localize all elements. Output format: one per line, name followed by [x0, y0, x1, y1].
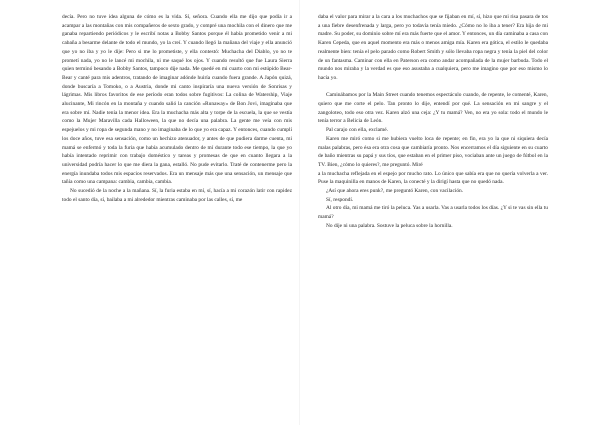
right-paragraph-2: Caminábamos por la Main Street cuando tenemos espectáculo cuando, de repente, le comenté, Karen, quiero que me corte el pelo. Tan pronto lo dije, entendí por qué. La sensación en mi sangre y el zangoloteo, todo eso otra vez. Karen alzó una ceja: ¿Y tu mamá? Ven, no era yo sola: todo el mundo le tenía terror a Belicia de León. — [318, 92, 548, 125]
book-gutter — [299, 0, 300, 425]
right-paragraph-3: Pal carajo con ella, exclamé. — [326, 127, 388, 134]
right-page — [318, 13, 548, 231]
left-page — [62, 13, 292, 204]
left-paragraph-2: No sucedió de la noche a la mañana. Sí, la furia estaba en mí, sí, hacía a mi corazón latir con rapidez todo el santo día, sí, bailaba a mi alrededor mientras caminaba por las calles, sí, me — [62, 188, 292, 203]
right-paragraph-4: Karen me miró como si me hubiera vuelto loca de repente; en fin, era yo la que ni siquiera decía malas palabras, pero ésa era otra cosa que cambiaría pronto. Nos encerramos el día siguiente en su cuarto de baño mientras su papá y sus tíos, que estaban en el primer piso, vociaban ante un juego de fútbol en la TV. Bien, ¿cómo lo quieres?, me preguntó. Miré — [318, 135, 548, 168]
left-paragraph-1: decía. Pero no tuve idea alguna de cómo es la vida. Sí, señora. Cuando ella me dijo que podía ir a acampar a las montañas con mis compañeros de sexto grado, y compré una mochila con el dinero que me ganaba repartiendo periódicos y le escribí notas a Bobby Santos porque él había prometido venir a mi cabaña a besarme delante de todo el mundo, yo la creí. Y cuando llegó la mañana del viaje y ella anunció que yo no iba y yo le dije: Pero si me lo prometiste, y ella contestó: Muchacha del Diablo, yo no te prometí nada, yo no le lancé mi mochila, ni me saqué los ojos. Y cuando resultó que fue Laura Sierra quien terminó besando a Bobby Santos, tampoco dije nada. Me quedé en mi cuarto con mi estúpido Bear-Bear y canté para mis adentros, tratando de imaginar adónde huiría cuando fuera grande. A Japón quizá, donde buscaría a Tomoko, o a Austria, donde mi canto inspiraría una nueva versión de Sonrisas y lágrimas. Mis libros favoritos de ese período eran todos sobre fugitivos: La colina de Watership, Viaje alucinante, Mi rincón en la montaña y cuando salió la canción «Runaway» de Bon Jovi, imaginaba que era sobre mí. Nadie tenía la menor idea. Era la muchacha más alta y torpe de la escuela, la que se vestía como la Mujer Maravilla cada Halloween, la que no decía una palabra. La gente me veía con mis espejuelos y mi ropa de segunda mano y no imaginaba de lo que yo era capaz. Y entonces, cuando cumplí los doce años, tuve esa sensación, como un hechizo atenuador, y antes de que pudiera darme cuenta, mi mamá se enfermó y toda la furia que había acumulado dentro de mí durante todo ese tiempo, la que yo había intentado reprimir con trabajo doméstico y tareas y promesas de que en cuanto llegara a la universidad podría hacer lo que me diera la gana, estalló. No pude evitarlo. Traté de contenerme pero la energía inundaba todos mis espacios reservados. Era un mensaje más que una sensación, un mensaje que tañía como una campana: cambia, cambia, cambia. — [62, 14, 292, 186]
right-paragraph-7: Sí, respondí. — [326, 196, 354, 203]
right-paragraph-9: No dije ni una palabra. Sostuve la peluca sobre la hornilla. — [326, 222, 453, 229]
right-paragraph-1: daba el valor para mirar a la cara a los muchachos que se fijaban en mí, sí, hizo que mi risa pasara de tos a una fiebre desenfrenada y larga, pero yo todavía tenía miedo. ¿Cómo no lo iba a tener? Era hija de mi madre. Su poder, su dominio sobre mí era más fuerte que el amor. Y entonces, un día caminaba a casa con Karen Cepeda, que en aquel momento era más o menos amiga mía. Karen era gótica, el estilo le quedaba realmente bien: tenía el pelo parado como Robert Smith y sólo llevaba ropa negra y tenía la piel del color de un fantasma. Caminar con ella en Paterson era como andar acompañada de la mujer barbuda. Todo el mundo nos miraba y la verdad es que eso asustaba a cualquiera, pero me imagino que por eso mismo lo hacía yo. — [318, 14, 548, 81]
right-paragraph-8: Al otro día, mi mamá me tiró la peluca. Yas a usarla. Vas a usarla todos los días. ¿Y si te vas sin ella tu mamá? — [318, 205, 548, 221]
right-paragraph-6: ¿Así que ahora eres punk?, me preguntó Karen, con vacilación. — [326, 188, 464, 195]
right-paragraph-5: a la muchacha reflejada en el espejo por mucho rato. Lo único que sabía era que no quería volverla a ver. Puse la maquinilla en manos de Karen, la conecté y la dirigí hasta que no quedó nada. — [318, 170, 548, 186]
